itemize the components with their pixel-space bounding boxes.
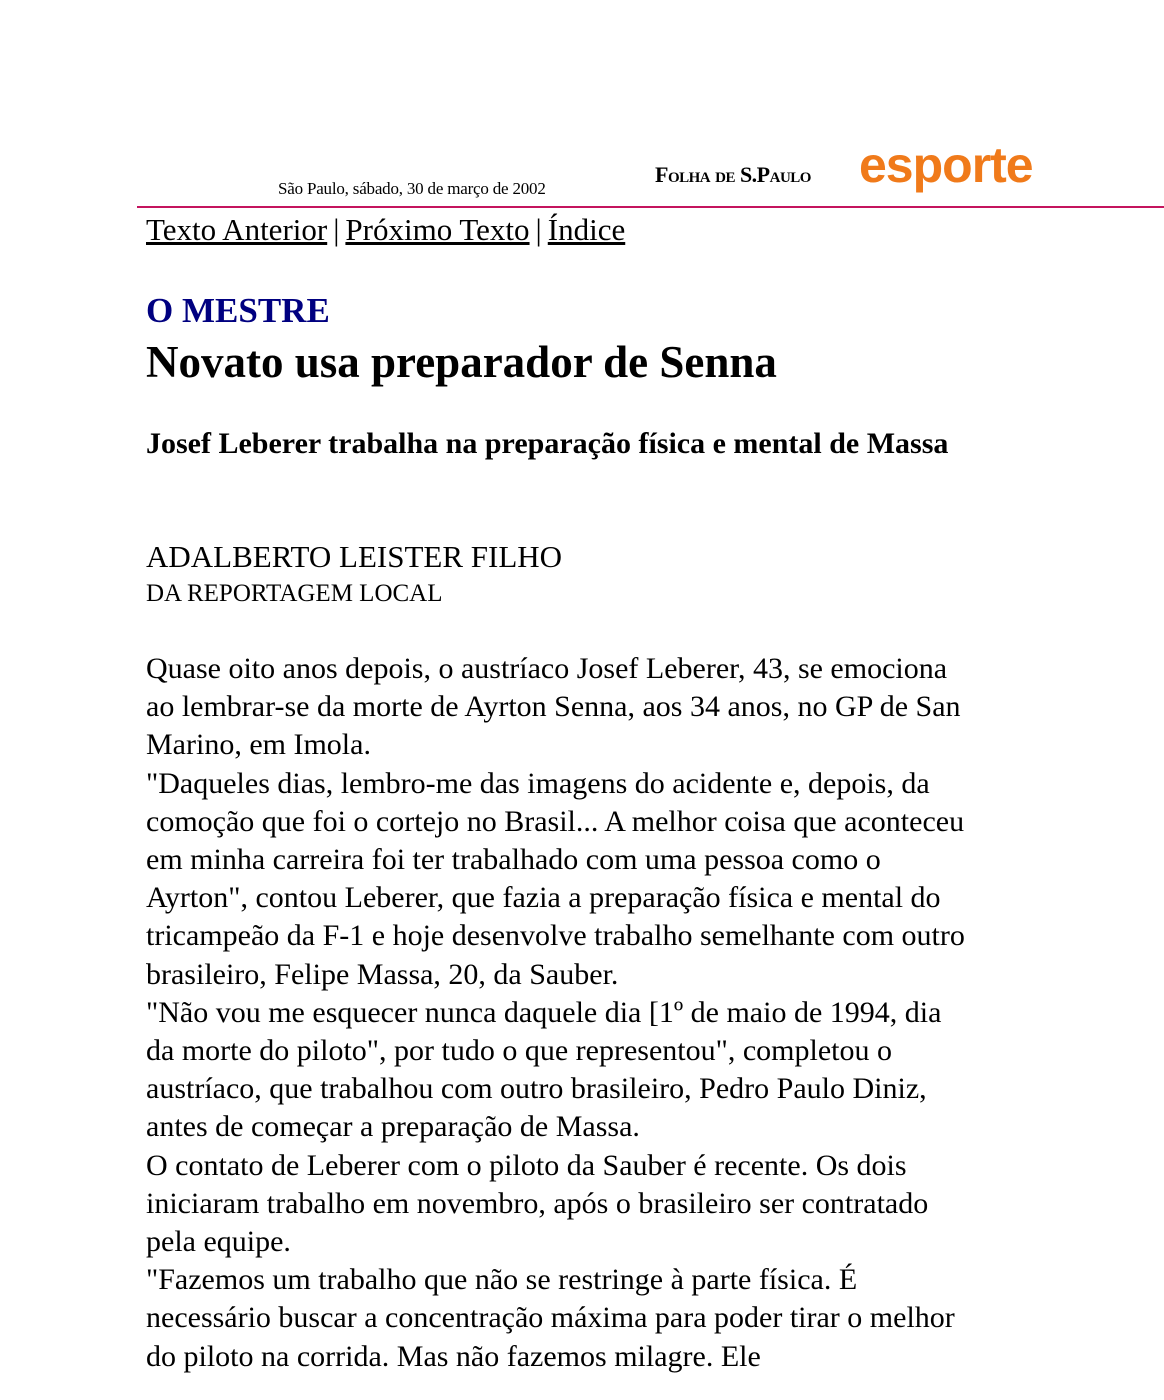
article-body [146,650,976,1376]
previous-text-link[interactable]: Texto Anterior [146,212,328,247]
article-headline: Novato usa preparador de Senna [146,337,777,387]
next-text-link[interactable]: Próximo Texto [345,212,530,247]
nav-separator: | [535,212,542,247]
article-paragraph: O contato de Leberer com o piloto da Sauber é recente. Os dois iniciaram trabalho em novembro, após o brasileiro ser contratado pela equipe. [146,1148,929,1259]
article-paragraph: "Não vou me esquecer nunca daquele dia [1º de maio de 1994, dia da morte do piloto", por tudo o que representou", completou o austríaco, que trabalhou com outro brasileiro, Pedro Paulo Diniz, antes de começar a preparação de Massa. [146,995,942,1144]
article-paragraph: Quase oito anos depois, o austríaco Josef Leberer, 43, se emociona ao lembrar-se da morte de Ayrton Senna, aos 34 anos, no GP de San Marino, em Imola. [146,652,961,762]
newspaper-logo: Folha de S.Paulo [655,162,811,187]
article-desk: DA REPORTAGEM LOCAL [146,580,443,607]
dateline: São Paulo, sábado, 30 de março de 2002 [278,179,546,198]
article-paragraph: "Daqueles dias, lembro-me das imagens do acidente e, depois, da comoção que foi o cortejo no Brasil... A melhor coisa que aconteceu em minha carreira foi ter trabalhado com uma pessoa como o Ayrton", contou Leberer, que fazia a preparação física e mental do tricampeão da F-1 e hoje desenvolve trabalho semelhante com outro brasileiro, Felipe Massa, 20, da Sauber. [146,766,965,991]
article-nav [146,212,625,248]
masthead [137,137,1164,208]
article-subhead: Josef Leberer trabalha na preparação física e mental de Massa [146,427,949,460]
article-paragraph: "Fazemos um trabalho que não se restringe à parte física. É necessário buscar a concentração máxima para poder tirar o melhor do piloto na corrida. Mas não fazemos milagre. Ele [146,1263,955,1373]
article-author: ADALBERTO LEISTER FILHO [146,539,563,574]
index-link[interactable]: Índice [547,212,626,247]
nav-separator: | [333,212,340,247]
section-name: esporte [859,137,1033,193]
article-kicker: O MESTRE [146,291,330,330]
